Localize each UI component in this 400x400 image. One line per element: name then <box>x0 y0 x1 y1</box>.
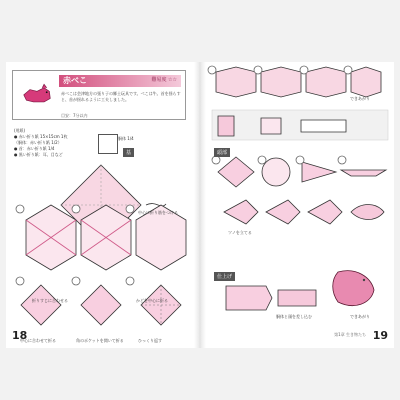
right-diagrams <box>206 62 394 348</box>
materials-title: (用紙) <box>14 128 26 133</box>
left-page <box>6 62 194 348</box>
section-label-finish: 仕上げ <box>214 272 235 281</box>
left-page-number: 18 <box>12 329 28 342</box>
section-label-base: 基 <box>123 148 134 157</box>
left-diagrams <box>6 160 194 348</box>
time-note: 目安：7分以内 <box>61 113 88 118</box>
caption-10: できあがり <box>350 314 370 319</box>
caption-8: ツノを立てる <box>228 230 252 235</box>
materials <box>14 128 94 158</box>
materials-line-4: ● 黒い折り紙：耳、目など <box>14 152 63 157</box>
page-title: 赤べこ <box>63 76 87 85</box>
right-page <box>206 62 394 348</box>
caption-3: かどを中心に折る <box>136 298 168 303</box>
difficulty-badge: 難易度 ☆☆ <box>151 77 177 83</box>
materials-line-2: （胴体：赤い折り紙 1/2） <box>14 140 62 145</box>
caption-2: 折りすじに合わせる <box>32 298 68 303</box>
book-gutter <box>194 62 206 348</box>
header-box <box>12 70 186 120</box>
caption-6: ひっくり返す <box>138 338 162 343</box>
paper-square <box>98 134 118 154</box>
materials-line-3: ● 首：赤い折り紙 1/4 <box>14 146 55 151</box>
caption-7: できあがり <box>350 96 370 101</box>
caption-1: 中心に折り筋をつける <box>138 210 178 215</box>
chapter-footer: 第1章 生き物たち <box>334 332 366 337</box>
description: 赤べこは会津地方の張り子の郷土玩具です。べこは牛。首を揺らすと、首が揺れるように工夫しました。 <box>61 91 181 102</box>
caption-5: 角のポケットを開いて折る <box>76 338 124 343</box>
caption-9: 胴体と頭を差し込む <box>276 314 312 319</box>
paper-label: 胴体 1/4 <box>118 136 134 141</box>
caption-4: 中心に合わせて折る <box>20 338 56 343</box>
materials-line-1: ● 赤い折り紙 15×15cm 1枚 <box>14 134 68 139</box>
section-label-head: 頭部 <box>214 148 230 157</box>
red-cow-illustration <box>19 79 55 109</box>
right-page-number: 19 <box>372 329 388 342</box>
